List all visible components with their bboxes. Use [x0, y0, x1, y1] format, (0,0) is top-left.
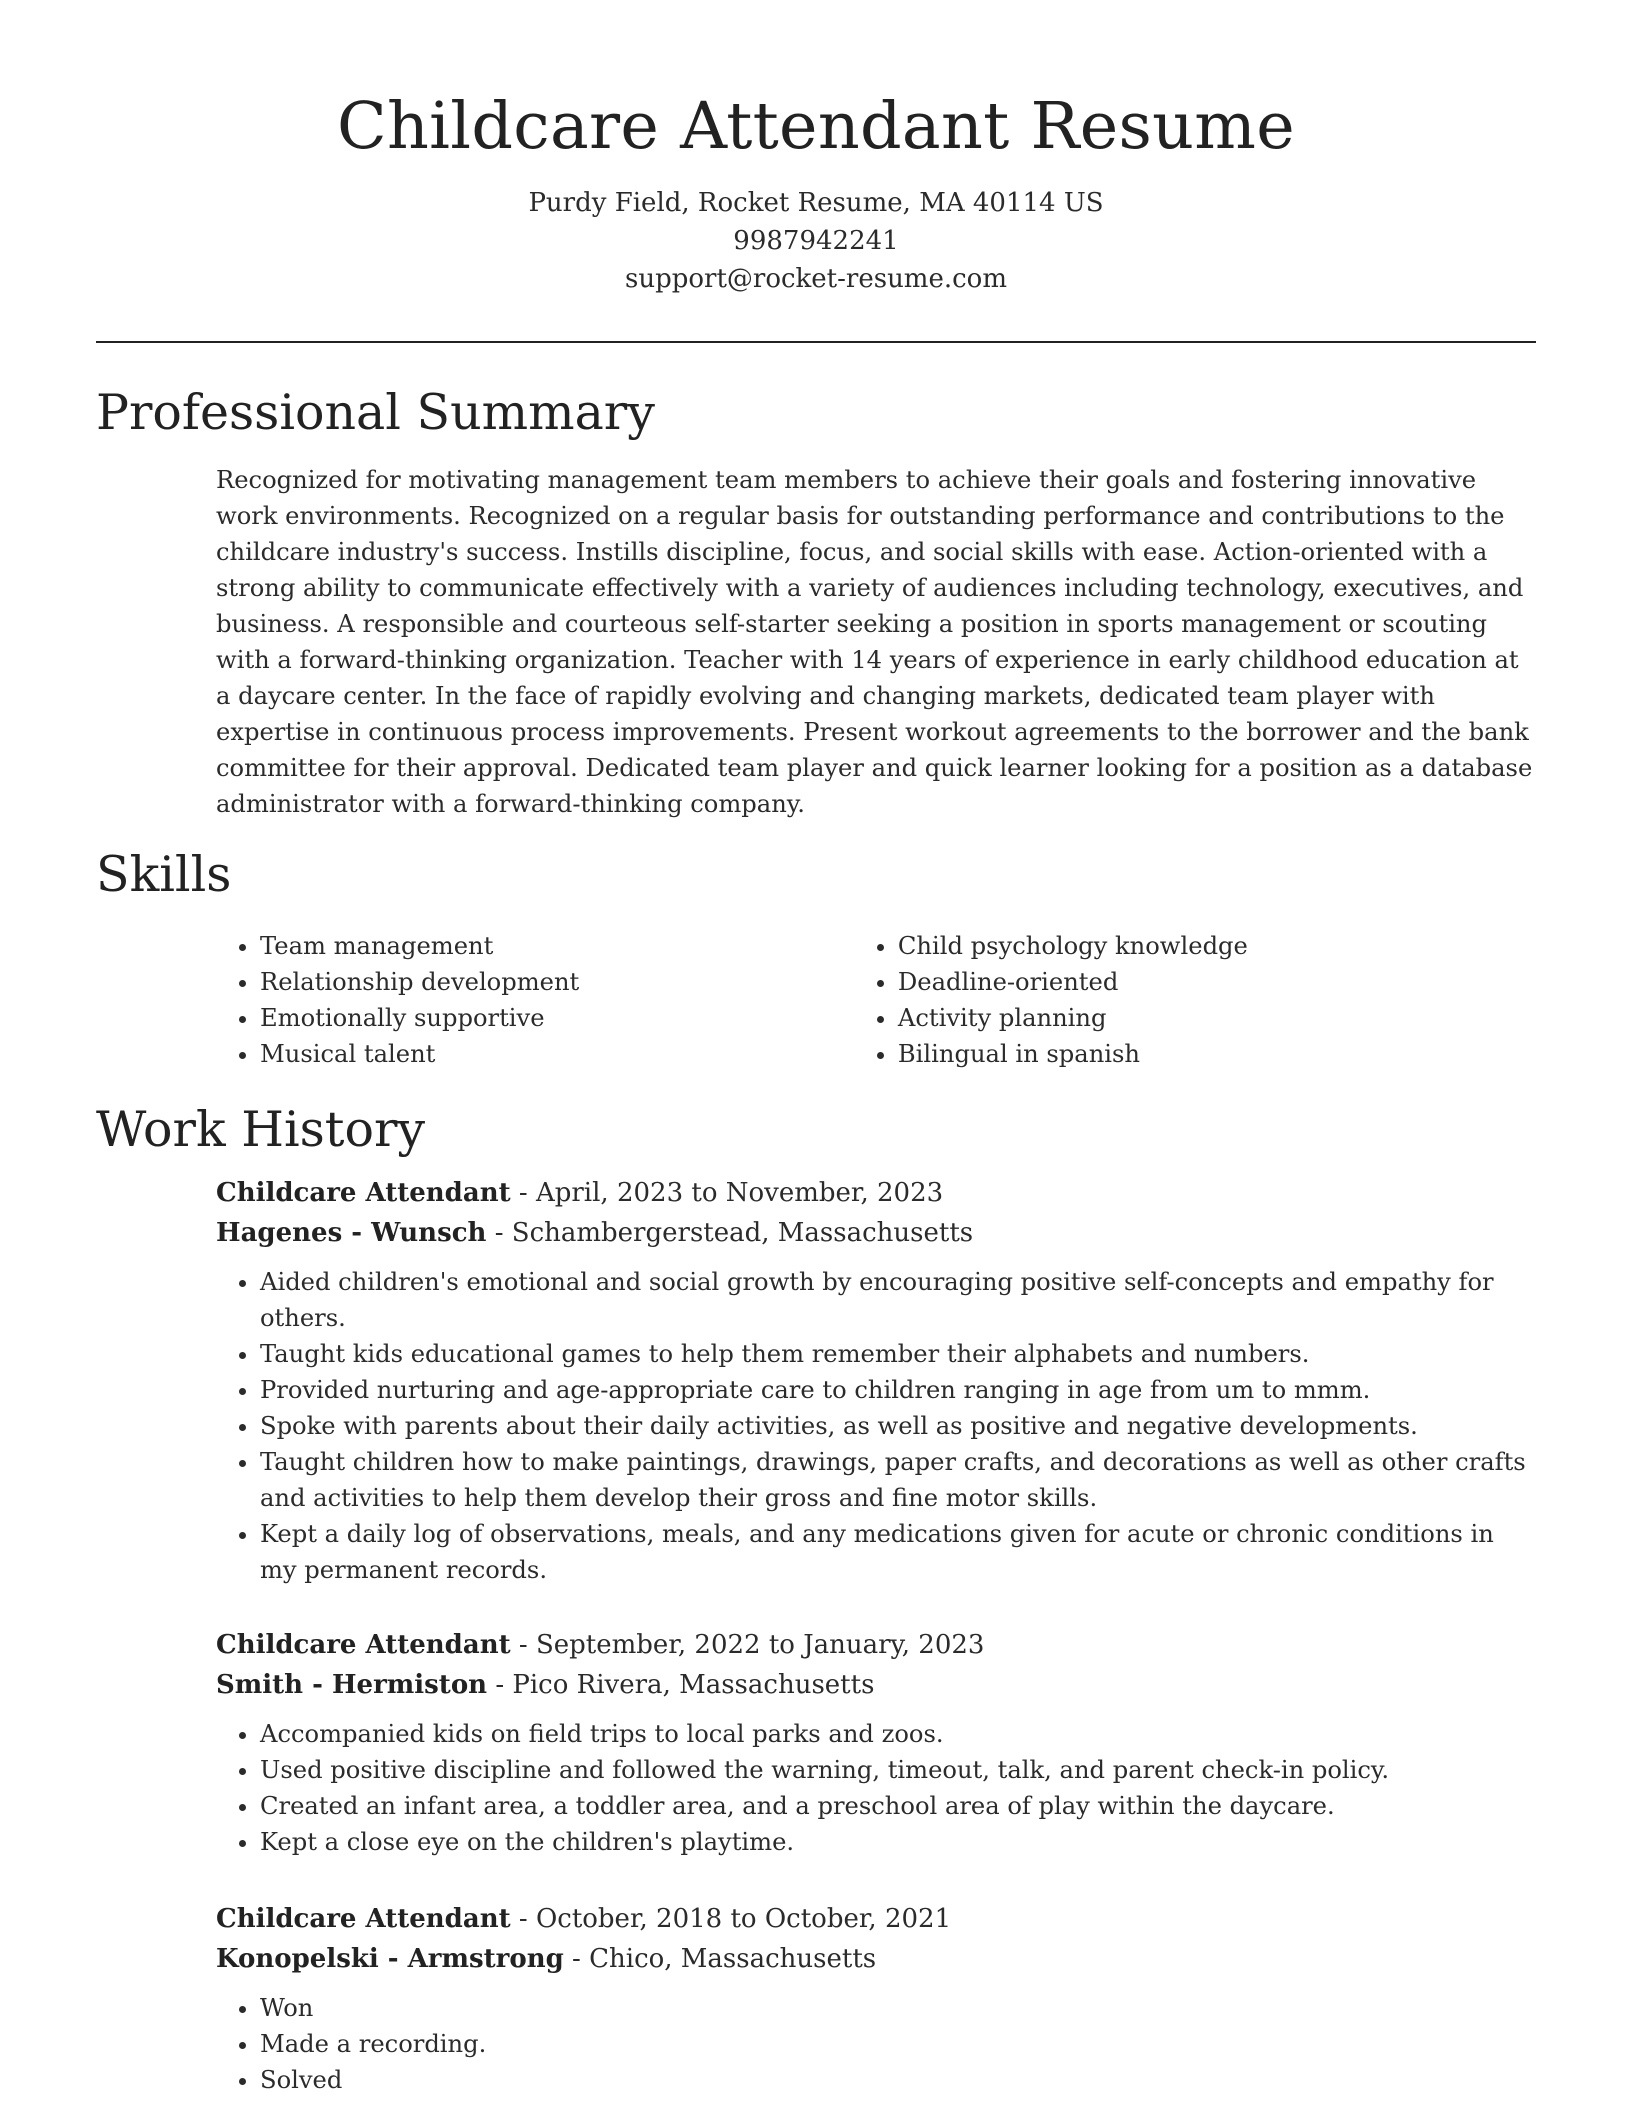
skill-item: • Deadline-oriented	[898, 964, 1536, 1000]
job-bullet: • Aided children's emotional and social growth by encouraging positive self-concepts and empathy for others.	[260, 1264, 1536, 1336]
job-bullet: • Created an infant area, a toddler area, and a preschool area of play within the daycare.	[260, 1788, 1536, 1824]
job-title-line	[216, 1899, 1536, 1939]
job-dates: - April, 2023 to November, 2023	[510, 1178, 944, 1208]
phone-line: 9987942241	[733, 226, 899, 256]
skills-column-left	[216, 928, 854, 1072]
job-bullet: • Kept a close eye on the children's playtime.	[260, 1824, 1536, 1860]
skill-item: • Emotionally supportive	[260, 1000, 854, 1036]
job-title: Childcare Attendant	[216, 1178, 511, 1208]
job-bullets	[216, 1716, 1536, 1860]
job-bullet: • Made a recording.	[260, 2026, 1536, 2062]
resume-title: Childcare Attendant Resume	[336, 89, 1296, 164]
job-company: Smith - Hermiston	[216, 1670, 488, 1700]
job-dates: - September, 2022 to January, 2023	[510, 1630, 985, 1660]
job-title-line	[216, 1173, 1536, 1213]
job-company: Konopelski - Armstrong	[216, 1944, 564, 1974]
skill-item: • Bilingual in spanish	[898, 1036, 1536, 1072]
work-history-heading: Work History	[96, 1101, 426, 1158]
skill-item: • Child psychology knowledge	[898, 928, 1536, 964]
resume-header	[0, 84, 1632, 298]
job-entry	[216, 1625, 1536, 1860]
job-bullet: • Solved	[260, 2062, 1536, 2098]
skill-item: • Relationship development	[260, 964, 854, 1000]
job-bullets	[216, 1990, 1536, 2098]
job-location: - Schambergerstead, Massachusetts	[486, 1218, 974, 1248]
job-company-line	[216, 1665, 1536, 1705]
job-dates: - October, 2018 to October, 2021	[510, 1904, 952, 1934]
job-bullets	[216, 1264, 1536, 1588]
job-title-line	[216, 1625, 1536, 1665]
job-entry	[216, 1899, 1536, 2098]
skill-item: • Musical talent	[260, 1036, 854, 1072]
job-bullet: • Used positive discipline and followed the warning, timeout, talk, and parent check-in policy.	[260, 1752, 1536, 1788]
skill-item: • Activity planning	[898, 1000, 1536, 1036]
summary-text: Recognized for motivating management team members to achieve their goals and fostering innovative work environments. Recognized on a regular basis for outstanding performance and contributions to the childcare industry's success. Instills discipline, focus, and social skills with ease. Action-oriented with a strong ability to communicate effectively with a variety of audiences including technology, executives, and business. A responsible and courteous self-starter seeking a position in sports management or scouting with a forward-thinking organization. Teacher with 14 years of experience in early childhood education at a daycare center. In the face of rapidly evolving and changing markets, dedicated team player with expertise in continuous process improvements. Present workout agreements to the borrower and the bank committee for their approval. Dedicated team player and quick learner looking for a position as a database administrator with a forward-thinking company.	[216, 466, 1533, 818]
job-bullet: • Kept a daily log of observations, meals, and any medications given for acute or chronic conditions in my permanent records.	[260, 1516, 1536, 1588]
job-bullet: • Taught children how to make paintings, drawings, paper crafts, and decorations as well as other crafts and activities to help them develop their gross and fine motor skills.	[260, 1444, 1536, 1516]
email-line: support@rocket-resume.com	[624, 264, 1007, 294]
job-company-line	[216, 1939, 1536, 1979]
job-title: Childcare Attendant	[216, 1904, 511, 1934]
skill-item: • Team management	[260, 928, 854, 964]
job-entry	[216, 1173, 1536, 1588]
contact-info	[0, 184, 1632, 298]
job-location: - Pico Rivera, Massachusetts	[487, 1670, 875, 1700]
job-location: - Chico, Massachusetts	[563, 1944, 877, 1974]
address-line: Purdy Field, Rocket Resume, MA 40114 US	[528, 188, 1104, 218]
job-bullet: • Won	[260, 1990, 1536, 2026]
job-bullet: • Taught kids educational games to help them remember their alphabets and numbers.	[260, 1336, 1536, 1372]
summary-heading: Professional Summary	[96, 384, 655, 441]
skills-list	[216, 928, 1536, 1072]
job-title: Childcare Attendant	[216, 1630, 511, 1660]
skills-column-right	[854, 928, 1536, 1072]
header-divider	[96, 341, 1536, 343]
job-bullet: • Provided nurturing and age-appropriate care to children ranging in age from um to mmm.	[260, 1372, 1536, 1408]
job-company: Hagenes - Wunsch	[216, 1218, 487, 1248]
skills-heading: Skills	[96, 846, 232, 903]
job-bullet: • Spoke with parents about their daily activities, as well as positive and negative developments.	[260, 1408, 1536, 1444]
job-company-line	[216, 1213, 1536, 1253]
job-bullet: • Accompanied kids on field trips to local parks and zoos.	[260, 1716, 1536, 1752]
